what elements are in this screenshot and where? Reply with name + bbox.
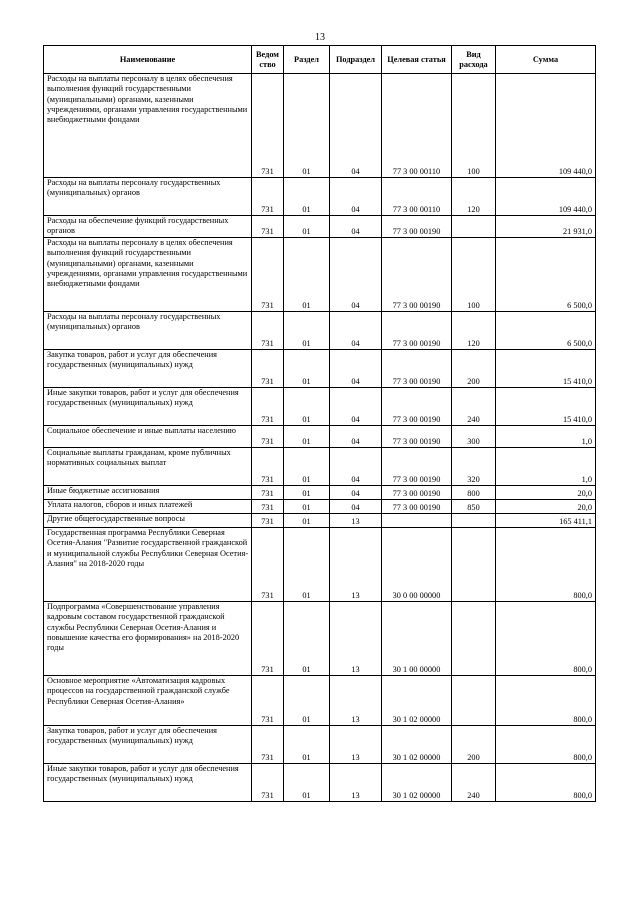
budget-table: [43, 45, 596, 802]
table-row: [44, 448, 596, 486]
cell-sum: 800,0: [496, 676, 596, 726]
cell-target: 30 0 00 00000: [382, 528, 452, 602]
table-row: [44, 602, 596, 676]
cell-sum: 1,0: [496, 426, 596, 448]
cell-sum: 800,0: [496, 528, 596, 602]
cell-dept: 731: [252, 486, 284, 500]
table-row: [44, 388, 596, 426]
cell-dept: 731: [252, 514, 284, 528]
header-dept: Ведом ство: [252, 46, 284, 74]
cell-dept: 731: [252, 238, 284, 312]
cell-section: 01: [284, 528, 330, 602]
cell-expense-type: 200: [452, 726, 496, 764]
cell-target: 77 3 00 00190: [382, 426, 452, 448]
table-row: [44, 500, 596, 514]
header-expense-type: Вид расхода: [452, 46, 496, 74]
cell-sum: 800,0: [496, 726, 596, 764]
table-row: [44, 312, 596, 350]
cell-subsection: 04: [330, 312, 382, 350]
cell-subsection: 04: [330, 238, 382, 312]
cell-section: 01: [284, 764, 330, 802]
table-row: [44, 238, 596, 312]
cell-target: [382, 514, 452, 528]
table-row: [44, 216, 596, 238]
cell-dept: 731: [252, 350, 284, 388]
cell-section: 01: [284, 602, 330, 676]
cell-subsection: 04: [330, 388, 382, 426]
table-row: [44, 426, 596, 448]
cell-section: 01: [284, 500, 330, 514]
cell-expense-type: 100: [452, 74, 496, 178]
cell-name: Расходы на выплаты персоналу государственных (муниципальных) органов: [44, 312, 252, 350]
cell-subsection: 04: [330, 178, 382, 216]
cell-target: 77 3 00 00190: [382, 312, 452, 350]
cell-target: 77 3 00 00190: [382, 500, 452, 514]
cell-sum: 20,0: [496, 486, 596, 500]
table-row: [44, 514, 596, 528]
cell-subsection: 04: [330, 500, 382, 514]
cell-section: 01: [284, 486, 330, 500]
cell-dept: 731: [252, 764, 284, 802]
cell-section: 01: [284, 676, 330, 726]
cell-sum: 20,0: [496, 500, 596, 514]
cell-sum: 109 440,0: [496, 178, 596, 216]
cell-expense-type: 120: [452, 178, 496, 216]
cell-expense-type: [452, 676, 496, 726]
cell-name: Подпрограмма «Совершенствование управления кадровым составом государственной гражданской службы Республики Северная Осетия-Алания и повышение качества его формирования» на 2018-2020 годы: [44, 602, 252, 676]
cell-dept: 731: [252, 74, 284, 178]
cell-target: 77 3 00 00190: [382, 486, 452, 500]
cell-expense-type: 100: [452, 238, 496, 312]
cell-target: 30 1 02 00000: [382, 764, 452, 802]
header-section: Раздел: [284, 46, 330, 74]
cell-expense-type: 300: [452, 426, 496, 448]
header-target: Целевая статья: [382, 46, 452, 74]
cell-dept: 731: [252, 528, 284, 602]
cell-name: Расходы на выплаты персоналу в целях обеспечения выполнения функций государственными (муниципальными) органами, казенными учреждениями, органами управления государственными внебюджетными фондами: [44, 238, 252, 312]
cell-section: 01: [284, 448, 330, 486]
cell-dept: 731: [252, 500, 284, 514]
cell-target: 77 3 00 00110: [382, 74, 452, 178]
cell-dept: 731: [252, 216, 284, 238]
page-number: 13: [315, 32, 325, 43]
cell-sum: 15 410,0: [496, 388, 596, 426]
table-row: [44, 528, 596, 602]
cell-expense-type: 200: [452, 350, 496, 388]
cell-section: 01: [284, 74, 330, 178]
cell-section: 01: [284, 388, 330, 426]
cell-target: 77 3 00 00190: [382, 448, 452, 486]
cell-section: 01: [284, 178, 330, 216]
cell-name: Другие общегосударственные вопросы: [44, 514, 252, 528]
cell-subsection: 13: [330, 602, 382, 676]
cell-dept: 731: [252, 726, 284, 764]
cell-sum: 109 440,0: [496, 74, 596, 178]
cell-target: 77 3 00 00110: [382, 178, 452, 216]
cell-subsection: 04: [330, 448, 382, 486]
cell-subsection: 13: [330, 726, 382, 764]
cell-expense-type: [452, 528, 496, 602]
cell-dept: 731: [252, 426, 284, 448]
cell-name: Закупка товаров, работ и услуг для обеспечения государственных (муниципальных) нужд: [44, 350, 252, 388]
cell-name: Закупка товаров, работ и услуг для обеспечения государственных (муниципальных) нужд: [44, 726, 252, 764]
cell-subsection: 13: [330, 514, 382, 528]
cell-expense-type: 850: [452, 500, 496, 514]
cell-section: 01: [284, 726, 330, 764]
cell-subsection: 04: [330, 486, 382, 500]
header-sum: Сумма: [496, 46, 596, 74]
cell-subsection: 04: [330, 426, 382, 448]
cell-sum: 800,0: [496, 764, 596, 802]
cell-section: 01: [284, 312, 330, 350]
table-header-row: [44, 46, 596, 74]
cell-subsection: 13: [330, 764, 382, 802]
cell-section: 01: [284, 238, 330, 312]
cell-name: Иные закупки товаров, работ и услуг для обеспечения государственных (муниципальных) нужд: [44, 388, 252, 426]
cell-sum: 6 500,0: [496, 312, 596, 350]
cell-subsection: 04: [330, 350, 382, 388]
cell-target: 77 3 00 00190: [382, 388, 452, 426]
cell-target: 30 1 02 00000: [382, 676, 452, 726]
cell-sum: 6 500,0: [496, 238, 596, 312]
table-row: [44, 178, 596, 216]
cell-expense-type: [452, 216, 496, 238]
cell-sum: 800,0: [496, 602, 596, 676]
cell-subsection: 04: [330, 74, 382, 178]
cell-dept: 731: [252, 178, 284, 216]
cell-name: Иные бюджетные ассигнования: [44, 486, 252, 500]
cell-subsection: 13: [330, 528, 382, 602]
cell-target: 30 1 00 00000: [382, 602, 452, 676]
cell-dept: 731: [252, 602, 284, 676]
table-row: [44, 74, 596, 178]
header-subsection: Подраздел: [330, 46, 382, 74]
cell-sum: 165 411,1: [496, 514, 596, 528]
cell-expense-type: [452, 514, 496, 528]
cell-name: Расходы на обеспечение функций государственных органов: [44, 216, 252, 238]
cell-name: Расходы на выплаты персоналу государственных (муниципальных) органов: [44, 178, 252, 216]
table-row: [44, 726, 596, 764]
cell-target: 77 3 00 00190: [382, 238, 452, 312]
cell-expense-type: 240: [452, 764, 496, 802]
cell-section: 01: [284, 350, 330, 388]
cell-expense-type: [452, 602, 496, 676]
cell-name: Социальное обеспечение и иные выплаты населению: [44, 426, 252, 448]
cell-target: 30 1 02 00000: [382, 726, 452, 764]
cell-sum: 1,0: [496, 448, 596, 486]
cell-dept: 731: [252, 448, 284, 486]
table-row: [44, 486, 596, 500]
cell-dept: 731: [252, 312, 284, 350]
table-row: [44, 350, 596, 388]
cell-sum: 21 931,0: [496, 216, 596, 238]
cell-target: 77 3 00 00190: [382, 350, 452, 388]
header-name: Наименование: [44, 46, 252, 74]
cell-section: 01: [284, 514, 330, 528]
cell-expense-type: 120: [452, 312, 496, 350]
cell-expense-type: 320: [452, 448, 496, 486]
cell-expense-type: 240: [452, 388, 496, 426]
table-row: [44, 764, 596, 802]
cell-name: Социальные выплаты гражданам, кроме публичных нормативных социальных выплат: [44, 448, 252, 486]
cell-name: Иные закупки товаров, работ и услуг для обеспечения государственных (муниципальных) нужд: [44, 764, 252, 802]
cell-name: Основное мероприятие «Автоматизация кадровых процессов на государственной гражданской службе Республики Северная Осетия-Алания»: [44, 676, 252, 726]
cell-name: Государственная программа Республики Северная Осетия-Алания "Развитие государственной гражданской и муниципальной службы Республики Северная Осетия-Алания" на 2018-2020 годы: [44, 528, 252, 602]
cell-subsection: 04: [330, 216, 382, 238]
cell-name: Расходы на выплаты персоналу в целях обеспечения выполнения функций государственными (муниципальными) органами, казенными учреждениями, органами управления государственными внебюджетными фондами: [44, 74, 252, 178]
cell-section: 01: [284, 216, 330, 238]
cell-dept: 731: [252, 388, 284, 426]
cell-dept: 731: [252, 676, 284, 726]
table-row: [44, 676, 596, 726]
cell-expense-type: 800: [452, 486, 496, 500]
cell-name: Уплата налогов, сборов и иных платежей: [44, 500, 252, 514]
cell-target: 77 3 00 00190: [382, 216, 452, 238]
cell-subsection: 13: [330, 676, 382, 726]
cell-sum: 15 410,0: [496, 350, 596, 388]
cell-section: 01: [284, 426, 330, 448]
